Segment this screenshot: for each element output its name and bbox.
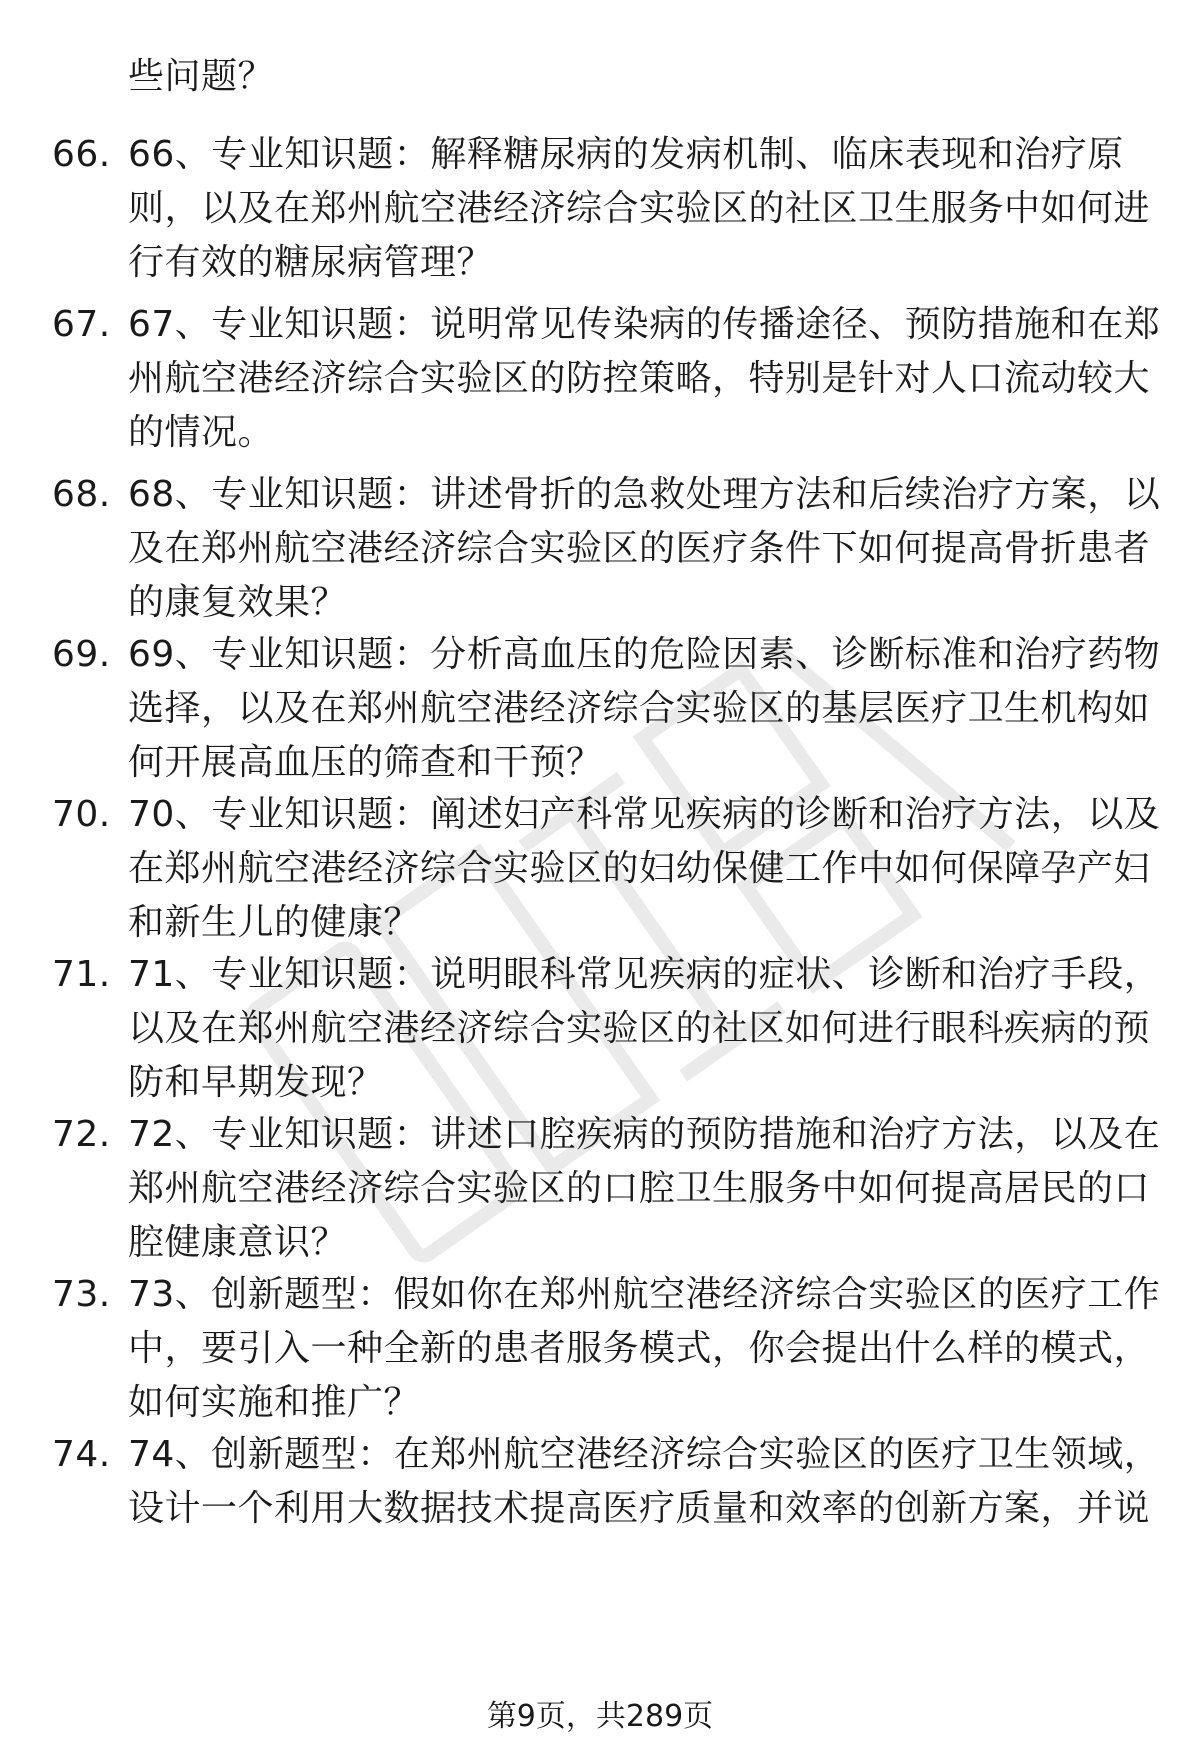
list-item-text-line: 行有效的糖尿病管理？ [128,242,494,283]
list-item-text-line: 中，要引入一种全新的患者服务模式，你会提出什么样的模式， [128,1328,1151,1369]
list-item-text-line: 如何实施和推广？ [128,1382,421,1423]
list-item-text-line: 在郑州航空港经济综合实验区的妇幼保健工作中如何保障孕产妇 [128,848,1151,889]
list-item-text-line: 66、专业知识题：解释糖尿病的发病机制、临床表现和治疗原 [128,134,1124,175]
list-item-text-line: 选择，以及在郑州航空港经济综合实验区的基层医疗卫生机构如 [128,688,1151,729]
list-item-text-line: 及在郑州航空港经济综合实验区的医疗条件下如何提高骨折患者 [128,528,1151,569]
list-item-text-line: 74、创新题型：在郑州航空港经济综合实验区的医疗卫生领域， [128,1434,1161,1475]
page-footer: 第9页，共289页 [486,1699,714,1734]
list-item-text-line: 何开展高血压的筛查和干预？ [128,742,603,783]
list-item-number: 68. [52,474,111,515]
list-item-number: 71. [52,954,111,995]
list-item-number: 69. [52,634,111,675]
list-item-number: 70. [52,794,111,835]
continuation-text: 些问题？ [128,56,275,97]
list-item-text-line: 69、专业知识题：分析高血压的危险因素、诊断标准和治疗药物 [128,634,1161,675]
list-item-text-line: 的情况。 [128,412,275,453]
list-item-text-line: 郑州航空港经济综合实验区的口腔卫生服务中如何提高居民的口 [128,1168,1151,1209]
list-item-number: 74. [52,1434,111,1475]
list-item-number: 66. [52,134,111,175]
list-item-number: 67. [52,304,111,345]
list-item-text-line: 以及在郑州航空港经济综合实验区的社区如何进行眼科疾病的预 [128,1008,1151,1049]
list-item-text-line: 的康复效果？ [128,582,348,623]
list-item-text-line: 71、专业知识题：说明眼科常见疾病的症状、诊断和治疗手段， [128,954,1161,995]
list-item-text-line: 则，以及在郑州航空港经济综合实验区的社区卫生服务中如何进 [128,188,1151,229]
list-item-text-line: 73、创新题型：假如你在郑州航空港经济综合实验区的医疗工作 [128,1274,1161,1315]
list-item-text-line: 68、专业知识题：讲述骨折的急救处理方法和后续治疗方案，以 [128,474,1161,515]
list-item-text-line: 腔健康意识？ [128,1222,348,1263]
list-item-text-line: 70、专业知识题：阐述妇产科常见疾病的诊断和治疗方法，以及 [128,794,1161,835]
list-item-text-line: 防和早期发现？ [128,1062,384,1103]
list-item-text-line: 67、专业知识题：说明常见传染病的传播途径、预防措施和在郑 [128,304,1161,345]
list-item-text-line: 州航空港经济综合实验区的防控策略，特别是针对人口流动较大 [128,358,1151,399]
list-item-number: 73. [52,1274,111,1315]
list-item-text-line: 72、专业知识题：讲述口腔疾病的预防措施和治疗方法，以及在 [128,1114,1161,1155]
list-item-text-line: 和新生儿的健康？ [128,902,421,943]
list-item-number: 72. [52,1114,111,1155]
list-item-text-line: 设计一个利用大数据技术提高医疗质量和效率的创新方案，并说 [128,1488,1151,1529]
